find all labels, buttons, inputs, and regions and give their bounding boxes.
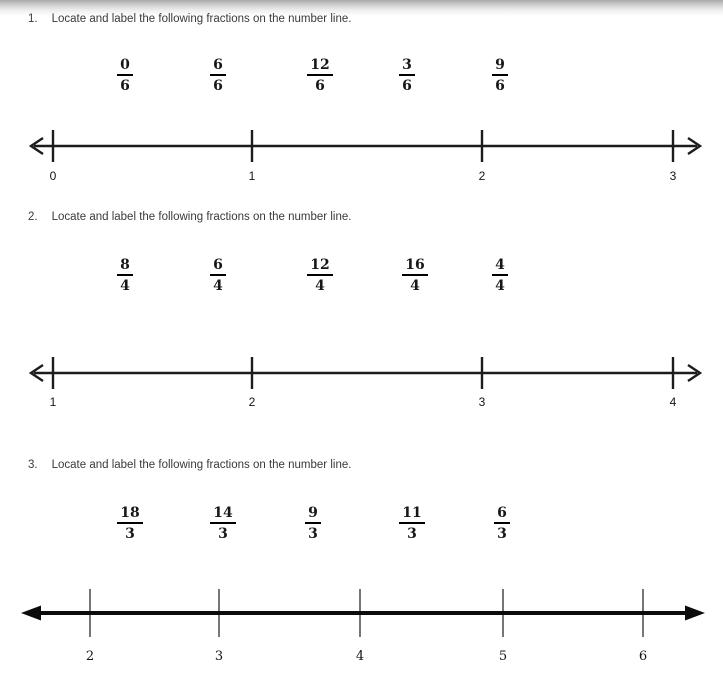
fraction-numerator: 12	[307, 57, 332, 76]
problem-number: 3.	[28, 459, 38, 471]
fraction-denominator: 4	[410, 278, 420, 295]
tick-label: 2	[248, 395, 256, 409]
fraction-denominator: 4	[315, 278, 325, 295]
fraction-numerator: 6	[210, 257, 226, 276]
fraction-denominator: 6	[402, 78, 412, 95]
fraction-denominator: 3	[407, 526, 417, 543]
fraction	[205, 505, 241, 542]
fraction-denominator: 4	[495, 278, 505, 295]
fraction-denominator: 6	[495, 78, 505, 95]
fraction	[200, 57, 236, 94]
fraction-numerator: 6	[494, 505, 510, 524]
fraction	[484, 505, 520, 542]
tick-label: 6	[638, 649, 648, 664]
problem-1-heading	[28, 13, 351, 25]
fraction-numerator: 9	[492, 57, 508, 76]
problem-3-heading	[28, 459, 351, 471]
tick-label: 4	[669, 395, 677, 409]
fraction-numerator: 3	[399, 57, 415, 76]
fraction	[112, 505, 148, 542]
tick-label: 3	[669, 169, 677, 183]
tick-label: 2	[85, 649, 95, 664]
fraction	[482, 57, 518, 94]
fraction-numerator: 16	[402, 257, 427, 276]
fraction-denominator: 3	[308, 526, 318, 543]
fraction-numerator: 0	[117, 57, 133, 76]
fraction	[302, 57, 338, 94]
fraction-numerator: 12	[307, 257, 332, 276]
fraction	[397, 257, 433, 294]
fraction	[482, 257, 518, 294]
number-line-3	[0, 584, 723, 644]
fraction-numerator: 18	[117, 505, 142, 524]
fraction	[302, 257, 338, 294]
tick-label: 1	[49, 395, 57, 409]
fraction-denominator: 3	[125, 526, 135, 543]
tick-label: 3	[214, 649, 224, 664]
arrow-left-icon	[21, 606, 41, 621]
fraction-denominator: 4	[120, 278, 130, 295]
fraction-denominator: 4	[213, 278, 223, 295]
tick-label: 0	[49, 169, 57, 183]
tick-label: 5	[498, 649, 508, 664]
tick-label: 2	[478, 169, 486, 183]
fraction-denominator: 6	[213, 78, 223, 95]
fraction	[295, 505, 331, 542]
fraction-numerator: 6	[210, 57, 226, 76]
problem-prompt: Locate and label the following fractions on the number line.	[51, 211, 352, 223]
tick-label: 4	[355, 649, 365, 664]
fraction-numerator: 4	[492, 257, 508, 276]
tick-label: 3	[478, 395, 486, 409]
fraction	[107, 57, 143, 94]
fraction-numerator: 8	[117, 257, 133, 276]
tick-label: 1	[248, 169, 256, 183]
fraction	[394, 505, 430, 542]
fraction	[389, 57, 425, 94]
number-line-1	[0, 126, 723, 166]
fraction	[107, 257, 143, 294]
problem-2-heading	[28, 211, 351, 223]
problem-prompt: Locate and label the following fractions on the number line.	[51, 13, 352, 25]
arrow-right-icon	[685, 606, 705, 621]
fraction-numerator: 9	[305, 505, 321, 524]
problem-number: 1.	[28, 13, 38, 25]
problem-number: 2.	[28, 211, 38, 223]
fraction	[200, 257, 236, 294]
fraction-denominator: 3	[497, 526, 507, 543]
fraction-denominator: 6	[315, 78, 325, 95]
problem-prompt: Locate and label the following fractions on the number line.	[51, 459, 352, 471]
fraction-numerator: 14	[210, 505, 235, 524]
fraction-denominator: 3	[218, 526, 228, 543]
fraction-numerator: 11	[399, 505, 424, 524]
number-line-2	[0, 353, 723, 393]
fraction-denominator: 6	[120, 78, 130, 95]
